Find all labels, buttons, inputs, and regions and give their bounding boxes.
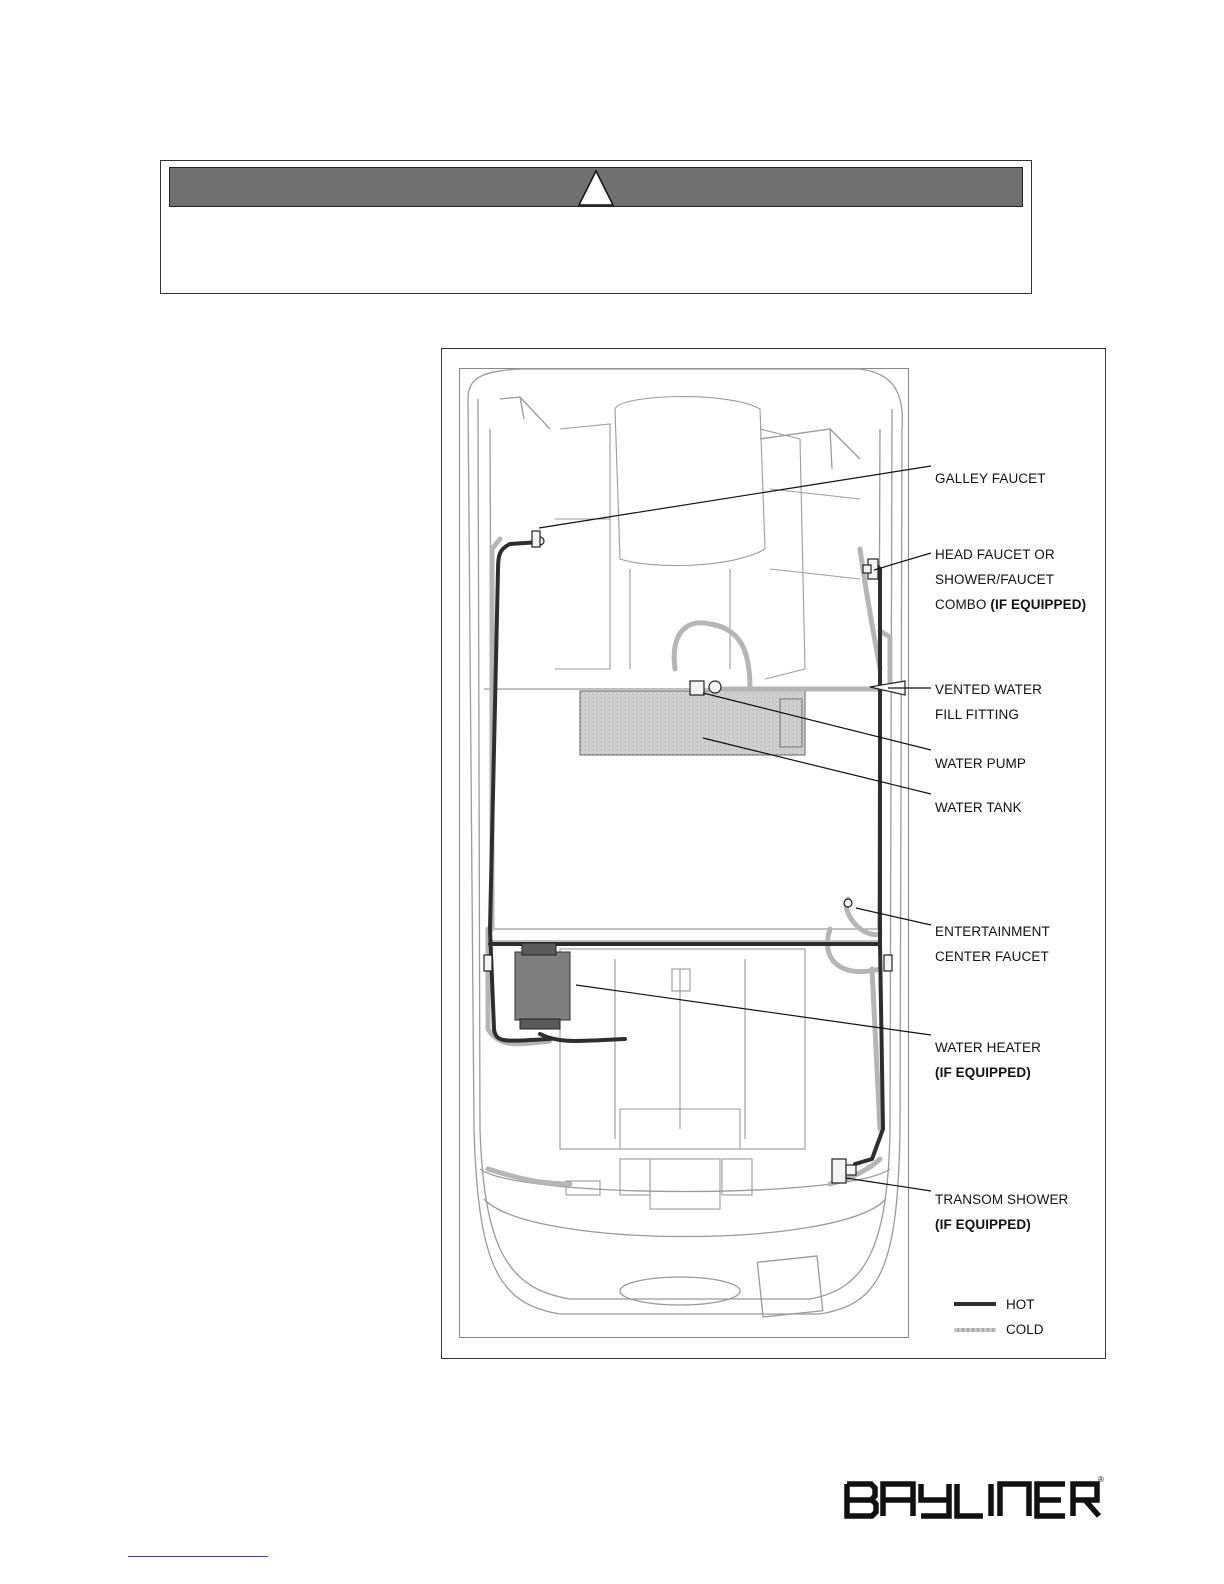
bayliner-logo <box>843 1470 1103 1532</box>
callout-head-faucet <box>935 536 1086 624</box>
callout-text: COMBO <box>935 596 987 612</box>
callout-water-tank <box>935 789 1022 814</box>
callout-equipped-note: (IF EQUIPPED) <box>935 1216 1031 1232</box>
legend-cold-label: COLD <box>1006 1322 1044 1337</box>
callout-water-pump <box>935 745 1026 770</box>
leader-head <box>874 553 931 570</box>
callout-water-heater <box>935 1029 1041 1092</box>
callout-text: WATER TANK <box>935 799 1022 815</box>
warning-header-bar <box>169 167 1023 207</box>
callout-vented-water-fill <box>935 671 1042 734</box>
callout-text: CENTER FAUCET <box>935 948 1049 964</box>
leader-tank <box>703 738 931 794</box>
warning-box <box>160 160 1032 294</box>
leader-heater <box>576 985 931 1035</box>
callout-transom-shower <box>935 1181 1068 1244</box>
callout-text: FILL FITTING <box>935 706 1019 722</box>
callout-text: TRANSOM SHOWER <box>935 1191 1069 1207</box>
callout-text: GALLEY FAUCET <box>935 470 1046 486</box>
callout-galley-faucet <box>935 460 1046 485</box>
leader-transom <box>846 1178 931 1191</box>
legend-hot-label: HOT <box>1006 1297 1035 1312</box>
callout-equipped-note: (IF EQUIPPED) <box>990 596 1087 612</box>
callout-text: WATER HEATER <box>935 1039 1041 1055</box>
legend-cold-swatch <box>954 1328 996 1332</box>
registered-mark: ® <box>1098 1475 1104 1484</box>
callout-text: VENTED WATER <box>935 681 1042 697</box>
warning-triangle-icon <box>576 168 616 208</box>
warning-text <box>181 217 1011 285</box>
callout-text: WATER PUMP <box>935 755 1026 771</box>
callout-text-row <box>935 596 1087 612</box>
leader-ent <box>856 908 931 925</box>
callout-text: ENTERTAINMENT <box>935 923 1050 939</box>
leader-galley <box>539 466 931 528</box>
callout-text: HEAD FAUCET OR <box>935 546 1055 562</box>
footer-rule <box>128 1556 268 1557</box>
leader-pump <box>703 693 931 750</box>
legend-hot-swatch <box>954 1302 996 1306</box>
callout-text: SHOWER/FAUCET <box>935 571 1055 587</box>
callout-equipped-note: (IF EQUIPPED) <box>935 1064 1031 1080</box>
callout-entertainment-faucet <box>935 913 1050 976</box>
